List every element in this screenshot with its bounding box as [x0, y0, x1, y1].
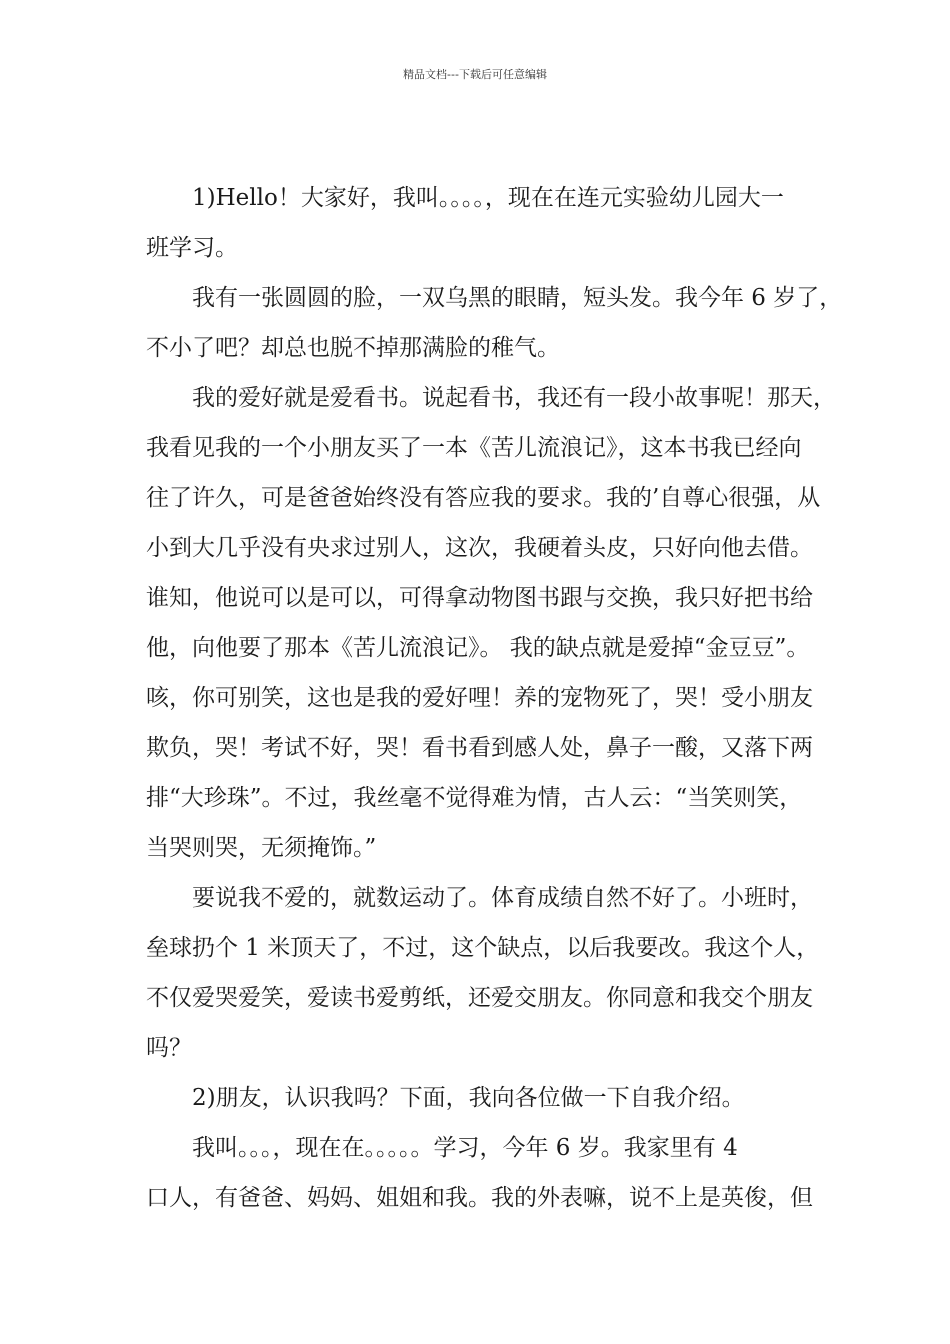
text-line: 我看见我的一个小朋友买了一本《苦儿流浪记》，这本书我已经向 [146, 435, 802, 461]
text-line: 他，向他要了那本《苦儿流浪记》。 我的缺点就是爱掉“金豆豆”。 [146, 635, 810, 661]
text-line: 吗？ [146, 1035, 192, 1061]
text-line: 谁知，他说可以是可以，可得拿动物图书跟与交换，我只好把书给 [146, 585, 813, 611]
text-line: 1)Hello！大家好，我叫。。。。，现在在连元实验幼儿园大一 [192, 185, 784, 211]
text-line: 班学习。 [146, 235, 238, 261]
text-line: 我有一张圆圆的脸，一双乌黑的眼睛，短头发。我今年 6 岁了， [192, 285, 843, 311]
text-line: 不仅爱哭爱笑，爱读书爱剪纸，还爱交朋友。你同意和我交个朋友 [146, 985, 813, 1011]
text-line: 往了许久，可是爸爸始终没有答应我的要求。我的’自尊心很强，从 [146, 485, 821, 511]
page-header: 精品文档---下载后可任意编辑 [403, 68, 547, 81]
text-line: 排“大珍珠”。不过，我丝毫不觉得难为情，古人云：“当笑则笑， [146, 785, 803, 811]
text-line: 要说我不爱的，就数运动了。体育成绩自然不好了。小班时， [192, 885, 813, 911]
text-line: 不小了吧？却总也脱不掉那满脸的稚气。 [146, 335, 560, 361]
text-line: 我叫。。。，现在在。。。。。学习，今年 6 岁。我家里有 4 [192, 1135, 738, 1161]
text-line: 口人，有爸爸、妈妈、姐姐和我。我的外表嘛，说不上是英俊，但 [146, 1185, 813, 1211]
text-line: 欺负，哭！考试不好，哭！看书看到感人处，鼻子一酸，又落下两 [146, 735, 813, 761]
text-line: 当哭则哭，无须掩饰。” [146, 835, 377, 861]
text-line: 小到大几乎没有央求过别人，这次，我硬着头皮，只好向他去借。 [146, 535, 813, 561]
text-line: 2)朋友，认识我吗？下面，我向各位做一下自我介绍。 [192, 1085, 745, 1111]
text-line: 垒球扔个 1 米顶天了，不过，这个缺点，以后我要改。我这个人， [146, 935, 820, 961]
document-body [146, 180, 843, 1230]
text-line: 咳，你可别笑，这也是我的爱好哩！养的宠物死了，哭！受小朋友 [146, 685, 813, 711]
text-line: 我的爱好就是爱看书。说起看书，我还有一段小故事呢！那天， [192, 385, 836, 411]
